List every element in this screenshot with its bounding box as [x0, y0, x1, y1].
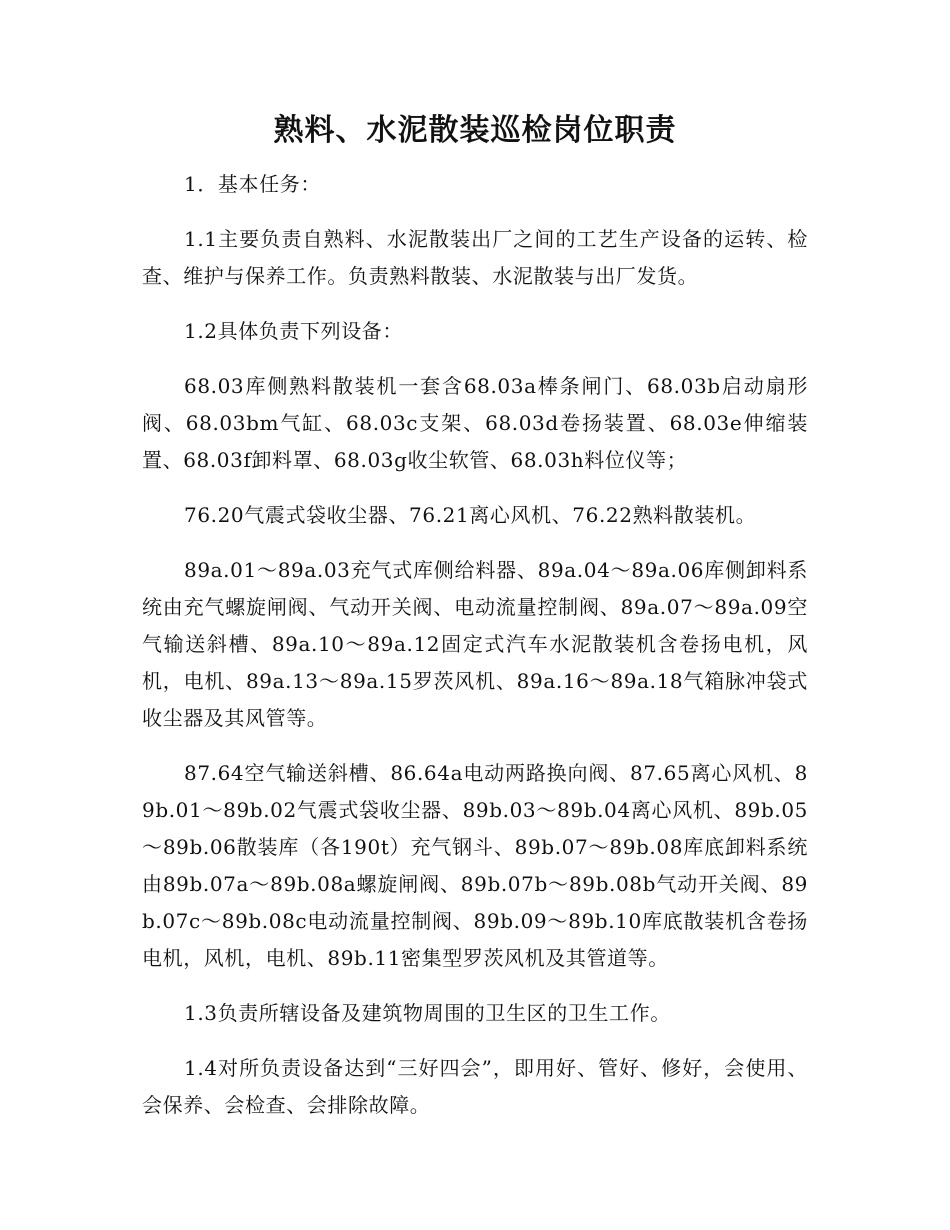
paragraph-1-2: 1.2具体负责下列设备： [184, 319, 404, 343]
document-body [142, 166, 808, 1142]
document-title: 熟料、水泥散装巡检岗位职责 [273, 113, 677, 148]
paragraph-1-1: 1.1主要负责自熟料、水泥散装出厂之间的工艺生产设备的运转、检查、维护与保养工作。负责熟料散装、水泥散装与出厂发货。 [142, 227, 808, 288]
paragraph-1-3: 1.3负责所辖设备及建筑物周围的卫生区的卫生工作。 [184, 1001, 671, 1025]
paragraph-basic-task: 1．基本任务： [184, 172, 321, 196]
paragraph-equipment-68: 68.03库侧熟料散装机一套含68.03a棒条闸门、68.03b启动扇形阀、68.03bm气缸、68.03c支架、68.03d卷扬装置、68.03e伸缩装置、68.03f卸料罩、68.03g收尘软管、68.03h料位仪等； [142, 374, 808, 472]
paragraph-1-4: 1.4对所负责设备达到“三好四会”，即用好、管好、修好，会使用、会保养、会检查、会排除故障。 [142, 1056, 808, 1117]
paragraph-equipment-76: 76.20气震式袋收尘器、76.21离心风机、76.22熟料散装机。 [184, 503, 757, 527]
paragraph-equipment-89a: 89a.01～89a.03充气式库侧给料器、89a.04～89a.06库侧卸料系统由充气螺旋闸阀、气动开关阀、电动流量控制阀、89a.07～89a.09空气输送斜槽、89a.10～89a.12固定式汽车水泥散装机含卷扬电机，风机，电机、89a.13～89a.15罗茨风机、89a.16～89a.18气箱脉冲袋式收尘器及其风管等。 [142, 558, 808, 730]
paragraph-equipment-87-89b: 87.64空气输送斜槽、86.64a电动两路换向阀、87.65离心风机、89b.01～89b.02气震式袋收尘器、89b.03～89b.04离心风机、89b.05～89b.06散装库（各190t）充气钢斗、89b.07～89b.08库底卸料系统由89b.07a～89b.08a螺旋闸阀、89b.07b～89b.08b气动开关阀、89b.07c～89b.08c电动流量控制阀、89b.09～89b.10库底散装机含卷扬电机，风机，电机、89b.11密集型罗茨风机及其管道等。 [142, 761, 808, 970]
